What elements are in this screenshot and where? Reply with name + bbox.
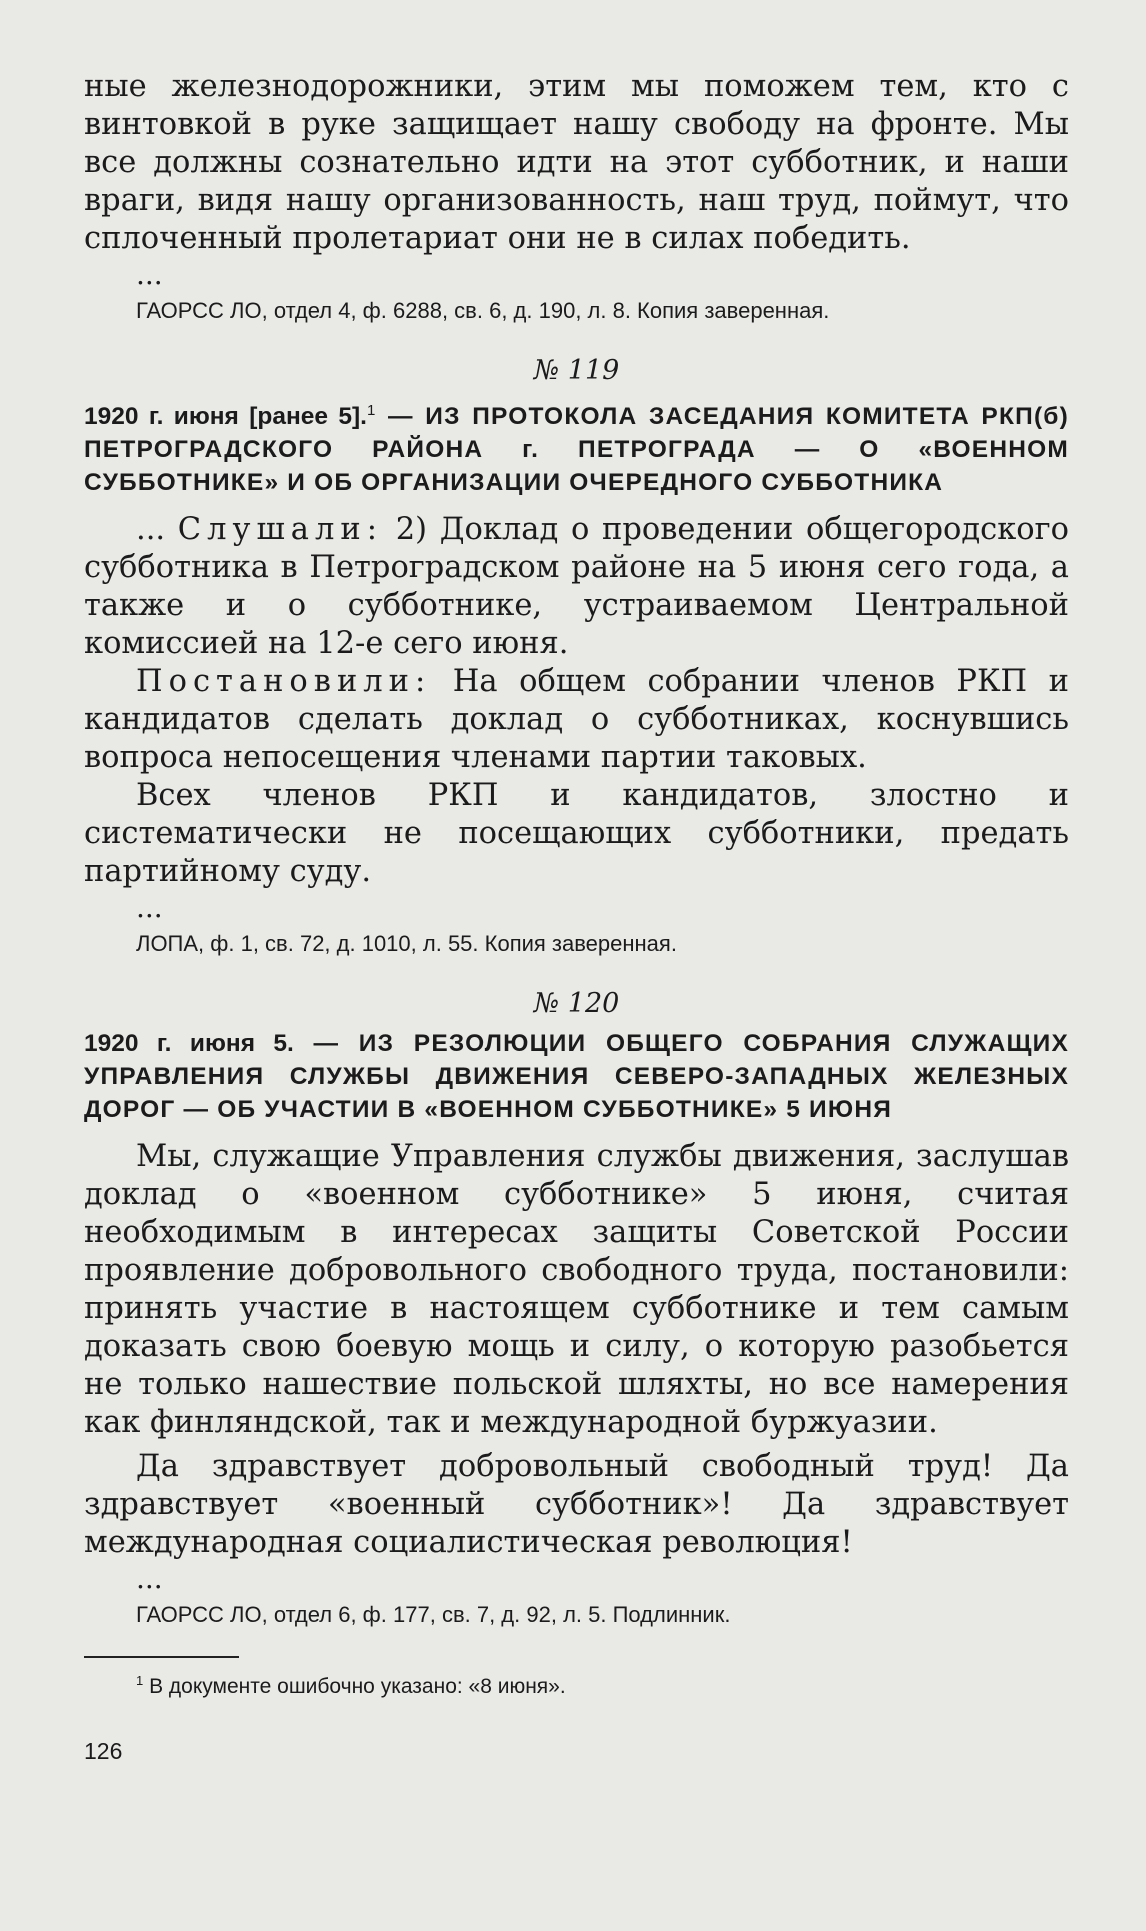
protocol-heard [84,511,1069,663]
document-title: — ИЗ РЕЗОЛЮЦИИ ОБЩЕГО СОБРАНИЯ СЛУЖАЩИХ УПРАВЛЕНИЯ СЛУЖБЫ ДВИЖЕНИЯ СЕВЕРО-ЗАПАДНЫХ ЖЕЛЕЗНЫХ ДОРОГ — ОБ УЧАСТИИ В «ВОЕННОМ СУББОТНИКЕ» 5 ИЮНЯ [84,1030,1070,1124]
omission-mark: ... [136,258,163,291]
text-column [84,68,1069,1765]
archival-source: ЛОПА, ф. 1, св. 72, д. 1010, л. 55. Копия заверенная. [136,931,677,957]
document-number: № 119 [533,355,620,386]
document-date: 1920 г. июня 5. [84,1030,294,1058]
footnote-text: В документе ошибочно указано: «8 июня». [143,1675,566,1699]
resolved-text: На общем собрании членов РКП и кандидатов сделать доклад о субботниках, коснувшись вопроса непосещения членами партии таковых. [84,664,1069,776]
protocol-paragraph: Всех членов РКП и кандидатов, злостно и систематически не посещающих субботники, предать партийному суду. [84,778,1069,890]
footnote-marker: 1 [136,1673,144,1689]
resolution-paragraph: Мы, служащие Управления службы движения, заслушав доклад о «военном субботнике» 5 июня, считая необходимым в интересах защиты Советской России проявление добровольного свободного труда, постановили: принять участие в настоящем субботнике и тем самым доказать свою боевую мощь и силу, о которую разобьется не только нашествие польской шляхты, но все намерения как финляндской, так и международной буржуазии. [84,1139,1069,1441]
footnote-divider [84,1656,239,1658]
footnote-marker: 1 [366,402,377,419]
resolution-paragraph: Да здравствует добровольный свободный труд! Да здравствует «военный субботник»! Да здравствует международная социалистическая революция! [84,1449,1069,1561]
document-number: № 120 [533,988,620,1020]
heard-text: 2) Доклад о проведении общегородского субботника в Петроградском районе на 5 июня сего года, а также и о субботнике, устраиваемом Центральной комиссией на 12-е сего июня. [84,512,1069,662]
document-title: — ИЗ ПРОТОКОЛА ЗАСЕДАНИЯ КОМИТЕТА РКП(б) ПЕТРОГРАДСКОГО РАЙОНА г. ПЕТРОГРАДА — О «ВОЕННОМ СУББОТНИКЕ» И ОБ ОРГАНИЗАЦИИ ОЧЕРЕДНОГО СУББОТНИКА [84,403,1069,497]
archival-source: ГАОРСС ЛО, отдел 6, ф. 177, св. 7, д. 92, л. 5. Подлинник. [136,1602,731,1628]
continuation-paragraph: ные железнодорожники, этим мы поможем тем, кто с винтовкой в руке защищает нашу свободу на фронте. Мы все должны сознательно идти на этот субботник, и наши враги, видя нашу организованность, наш труд, поймут, что сплоченный пролетариат они не в силах победить. [84,69,1069,256]
page-number: 126 [84,1738,123,1765]
footnote [136,1666,1069,1702]
document-date: 1920 г. июня [ранее 5]. [84,403,367,431]
document-heading [84,394,1069,499]
omission-mark: ... [136,512,178,548]
protocol-resolved [84,663,1069,777]
omission-mark: ... [136,1562,163,1596]
omission-mark: ... [136,891,163,925]
resolved-label: Постановили: [136,664,432,700]
archival-source: ГАОРСС ЛО, отдел 4, ф. 6288, св. 6, д. 190, л. 8. Копия заверенная. [136,298,830,323]
heard-label: Слушали: [177,512,383,548]
document-heading [84,1027,1069,1126]
